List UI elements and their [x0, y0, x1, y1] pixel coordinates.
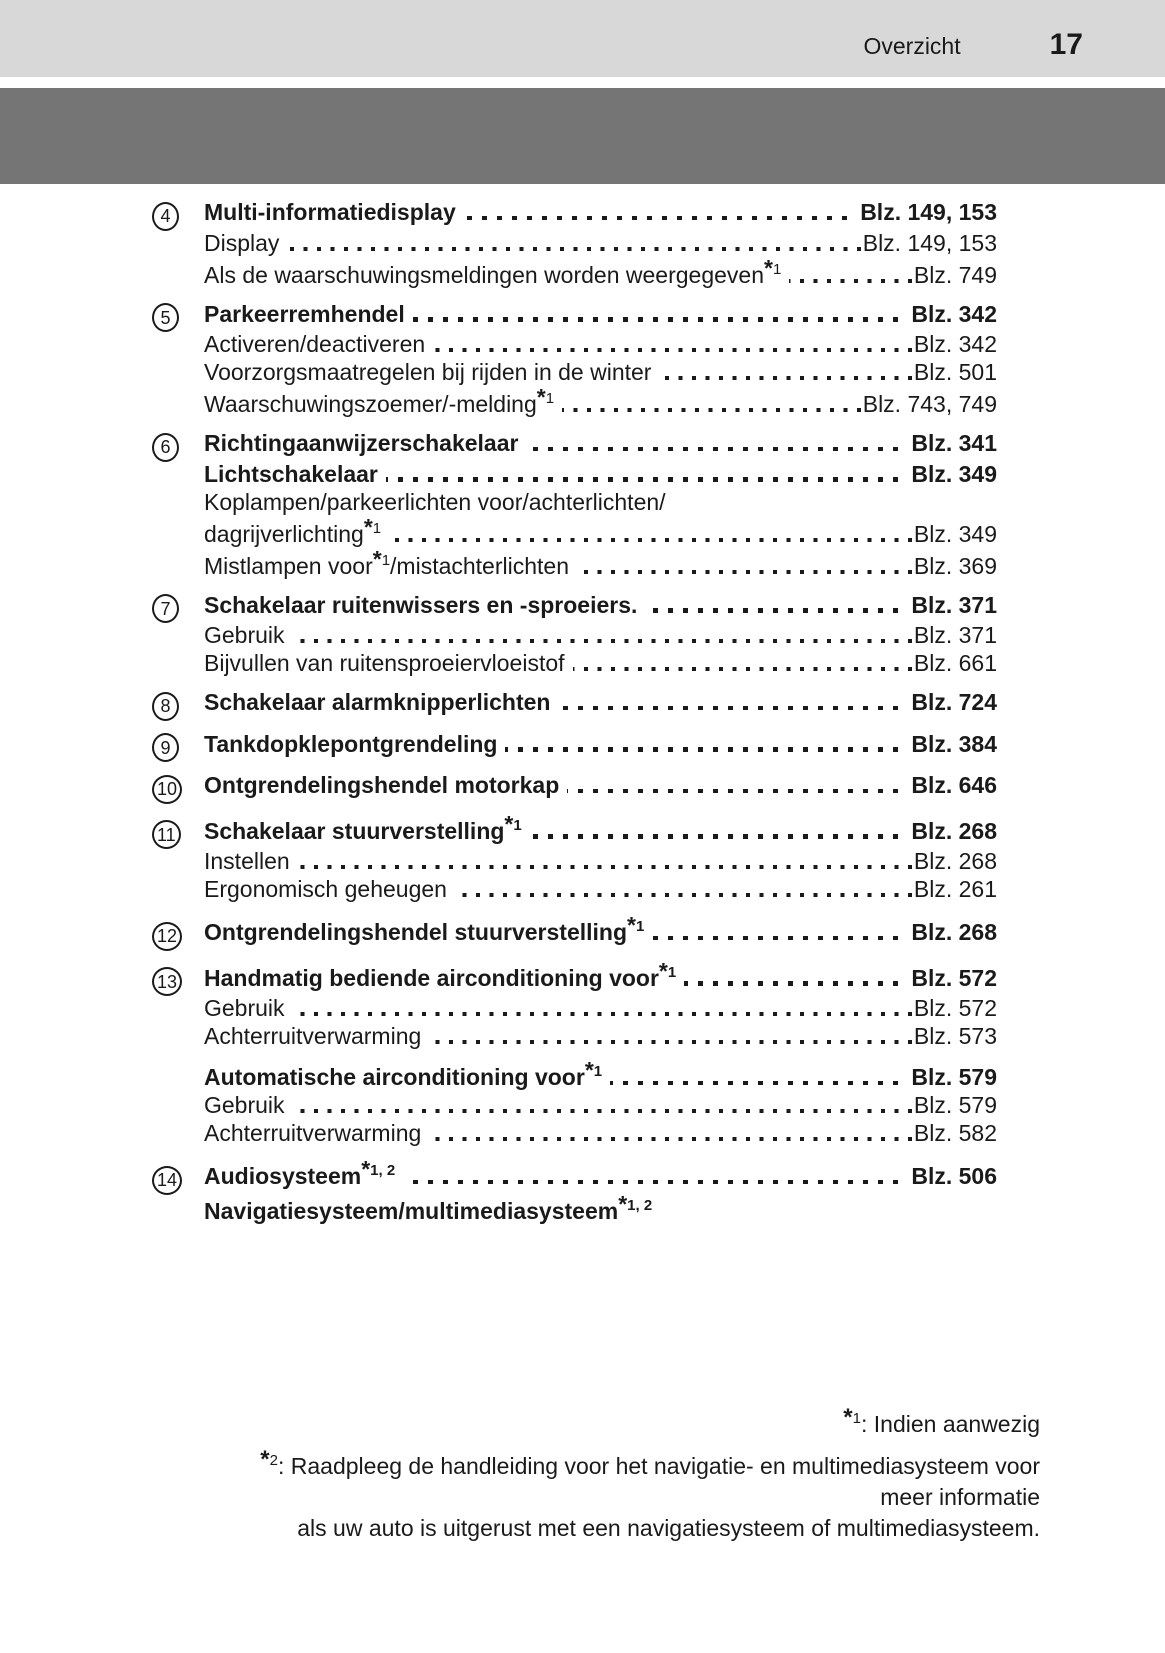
page-reference: Blz. 384 [911, 730, 997, 757]
dot-leader [645, 608, 898, 613]
toc-entry [152, 386, 997, 418]
entry-label: Voorzorgsmaatregelen bij rijden in de winter [204, 359, 652, 385]
item-number-cell [152, 964, 204, 995]
item-number-cell [152, 771, 204, 802]
footnote-marker: *$^1$ [504, 810, 522, 837]
toc-entry [152, 1022, 997, 1050]
item-number-cell [152, 918, 204, 949]
footnote-marker: *$^1$ [658, 957, 677, 984]
footnote-marker: *$^2$ [260, 1446, 278, 1473]
circled-number: 14 [152, 1166, 182, 1195]
entry-label: Handmatig bediende airconditioning voor*$^1$ [204, 957, 677, 991]
dot-leader [293, 1109, 912, 1113]
toc-entry [152, 1190, 997, 1225]
circled-number: 10 [152, 775, 182, 804]
footnote-marker: *$^{1, 2}$ [361, 1156, 396, 1182]
page-reference: Blz. 268 [911, 817, 997, 844]
item-number-cell [152, 198, 204, 229]
entry-label: Ontgrendelingshendel stuurverstelling*$^1$ [204, 912, 645, 945]
toc-entry [152, 545, 997, 580]
toc-entry [152, 957, 997, 995]
entry-label: Automatische airconditioning voor*$^1$ [204, 1057, 603, 1090]
dot-leader [455, 893, 912, 897]
page-reference: Blz. 342 [913, 331, 997, 357]
dot-leader [530, 834, 899, 839]
footnote-marker: *$^1$ [584, 1057, 603, 1083]
entry-label: Bijvullen van ruitensproeiervloeistof [204, 650, 565, 676]
toc-entry [152, 1119, 997, 1147]
dot-leader [433, 348, 912, 352]
dot-leader [293, 639, 912, 643]
page-reference: Blz. 506 [911, 1163, 997, 1189]
entry-label: Display [204, 229, 280, 256]
dot-leader [573, 667, 912, 671]
page-reference: Blz. 749 [913, 261, 997, 288]
gray-banner [0, 88, 1165, 184]
page-reference: Blz. 646 [911, 772, 997, 798]
toc-entry [152, 488, 997, 516]
dot-leader [577, 570, 912, 574]
dot-leader [789, 279, 912, 283]
toc-entry [152, 771, 997, 802]
entry-label: Achterruitverwarming [204, 1023, 422, 1049]
dot-leader [610, 1081, 898, 1086]
entry-label: Instellen [204, 848, 290, 874]
dot-leader [464, 216, 847, 221]
toc-item [152, 810, 997, 904]
footnote-marker: *$^1$ [372, 545, 391, 572]
circled-number: 11 [152, 820, 181, 849]
footnote-marker: *$^1$ [843, 1404, 861, 1431]
toc-entry [152, 730, 997, 761]
entry-label: Gebruik [204, 622, 285, 648]
toc-entry [152, 300, 997, 331]
page-reference: Blz. 369 [913, 552, 997, 579]
dot-leader [389, 538, 912, 542]
page-reference: Blz. 573 [913, 1023, 997, 1049]
page-reference: Blz. 724 [911, 689, 997, 715]
dot-leader [505, 747, 898, 752]
page-reference: Blz. 743, 749 [862, 391, 997, 417]
toc-item [152, 591, 997, 678]
page-reference: Blz. 261 [913, 876, 997, 902]
page-reference: Blz. 501 [913, 359, 997, 385]
entry-label: Als de waarschuwingsmeldingen worden weergegeven*$^1$ [204, 254, 782, 288]
page-reference: Blz. 371 [913, 622, 997, 648]
page-reference: Blz. 268 [913, 848, 997, 874]
dot-leader [684, 981, 898, 986]
entry-label: Parkeerremhendel [204, 300, 405, 327]
entry-label: Audiosysteem*$^{1, 2}$ [204, 1156, 396, 1189]
dot-leader [413, 317, 899, 322]
dot-leader [567, 789, 898, 794]
page-reference: Blz. 349 [913, 520, 997, 547]
dot-leader [386, 477, 898, 482]
footnote-marker: *$^1$ [627, 912, 645, 938]
toc-item [152, 730, 997, 761]
toc-entry [152, 198, 997, 229]
toc-entry [152, 1158, 997, 1193]
dot-leader [429, 1040, 912, 1044]
item-number-cell [152, 817, 204, 848]
toc-entry [152, 254, 997, 289]
page-number: 17 [1049, 28, 1083, 61]
dot-leader [526, 447, 898, 452]
toc-entry [152, 621, 997, 649]
footnotes [100, 1406, 1040, 1544]
circled-number: 13 [152, 967, 182, 996]
page-reference: Blz. 349 [911, 460, 997, 487]
page-reference: Blz. 341 [911, 430, 997, 456]
item-number-cell [152, 300, 204, 331]
footnote-line: *$^1$: Indien aanwezig [843, 1404, 1040, 1437]
page-reference: Blz. 342 [911, 300, 997, 327]
circled-number: 9 [152, 733, 179, 762]
circled-number: 7 [152, 594, 179, 623]
item-number-cell [152, 688, 204, 719]
circled-number: 4 [152, 202, 179, 231]
toc-entry [152, 875, 997, 903]
footnote-line: meer informatie [880, 1484, 1040, 1510]
entry-label: Richtingaanwijzerschakelaar [204, 430, 519, 456]
entry-label: dagrijverlichting*$^1$ [204, 513, 382, 547]
entry-label: Activeren/deactiveren [204, 331, 426, 357]
toc-entry [152, 358, 997, 386]
entry-label: Schakelaar ruitenwissers en -sproeiers. [204, 591, 638, 618]
page-reference: Blz. 582 [913, 1120, 997, 1146]
entry-label: Schakelaar alarmknipperlichten [204, 689, 551, 715]
dot-leader [558, 706, 898, 711]
entry-label: Achterruitverwarming [204, 1120, 422, 1146]
footnote-marker: *$^1$ [536, 384, 555, 410]
dot-leader [293, 1012, 912, 1016]
toc-entry [152, 914, 997, 949]
toc-entry [152, 513, 997, 548]
toc [152, 198, 997, 1225]
dot-leader [659, 376, 911, 380]
toc-entry [152, 330, 997, 358]
entry-label: Ergonomisch geheugen [204, 876, 447, 902]
toc-entry [152, 847, 997, 875]
toc-entry [152, 429, 997, 460]
toc-item [152, 914, 997, 949]
page-header [0, 0, 1165, 77]
page-reference: Blz. 661 [913, 650, 997, 676]
toc-item [152, 1158, 997, 1225]
toc-entry [152, 460, 997, 488]
page-reference: Blz. 149, 153 [860, 199, 997, 225]
toc-item [152, 688, 997, 719]
entry-label: Gebruik [204, 1092, 285, 1118]
toc-entry [152, 994, 997, 1022]
footnote-marker: *$^1$ [764, 254, 782, 281]
entry-label: Schakelaar stuurverstelling*$^1$ [204, 810, 522, 844]
dot-leader [403, 1180, 898, 1185]
footnote-marker: *$^{1, 2}$ [618, 1190, 653, 1217]
dot-leader [652, 936, 898, 941]
toc-entry [152, 649, 997, 677]
toc-item [152, 771, 997, 802]
toc-entry [152, 1091, 997, 1119]
toc-entry [152, 591, 997, 622]
page-reference: Blz. 572 [911, 964, 997, 991]
entry-label: Ontgrendelingshendel motorkap [204, 772, 560, 798]
entry-label: Tankdopklepontgrendeling [204, 730, 498, 757]
toc-entry [152, 810, 997, 848]
entry-label: Navigatiesysteem/multimediasysteem*$^{1, 2}$ [204, 1190, 653, 1224]
toc-item [152, 957, 997, 1148]
footnote [100, 1406, 1040, 1440]
page-reference: Blz. 579 [913, 1092, 997, 1118]
footnote [100, 1448, 1040, 1544]
item-number-cell [152, 591, 204, 622]
page-reference: Blz. 149, 153 [862, 229, 997, 256]
entry-label: Gebruik [204, 995, 285, 1021]
entry-label: Mistlampen voor*$^1$/mistachterlichten [204, 545, 569, 579]
page-reference: Blz. 371 [911, 591, 997, 618]
footnote-line: als uw auto is uitgerust met een navigatiesysteem of multimediasysteem. [297, 1515, 1040, 1541]
toc-entry [152, 229, 997, 257]
entry-label: Multi-informatiedisplay [204, 199, 456, 225]
item-number-cell [152, 429, 204, 460]
circled-number: 5 [152, 303, 179, 332]
dot-leader [298, 865, 912, 869]
dot-leader [562, 408, 861, 412]
page-reference: Blz. 268 [911, 919, 997, 945]
footnote-line: *$^2$: Raadpleeg de handleiding voor het navigatie- en multimediasysteem voor [260, 1446, 1040, 1479]
dot-leader [287, 247, 860, 251]
item-number-cell [152, 1162, 204, 1193]
circled-number: 8 [152, 692, 179, 721]
toc-entry [152, 688, 997, 719]
toc-item [152, 429, 997, 580]
entry-label: Lichtschakelaar [204, 460, 378, 487]
page-reference: Blz. 572 [913, 995, 997, 1021]
section-title: Overzicht [863, 33, 961, 59]
dot-leader [429, 1137, 912, 1141]
item-number-cell [152, 730, 204, 761]
entry-label: Koplampen/parkeerlichten voor/achterlichten/ [204, 488, 666, 515]
page-reference: Blz. 579 [911, 1064, 997, 1090]
toc-entry [152, 1059, 997, 1091]
entry-label: Waarschuwingszoemer/-melding*$^1$ [204, 384, 555, 417]
footnote-marker: *$^1$ [363, 513, 382, 540]
circled-number: 6 [152, 433, 179, 462]
toc-item [152, 198, 997, 289]
circled-number: 12 [152, 922, 182, 951]
toc-item [152, 300, 997, 419]
